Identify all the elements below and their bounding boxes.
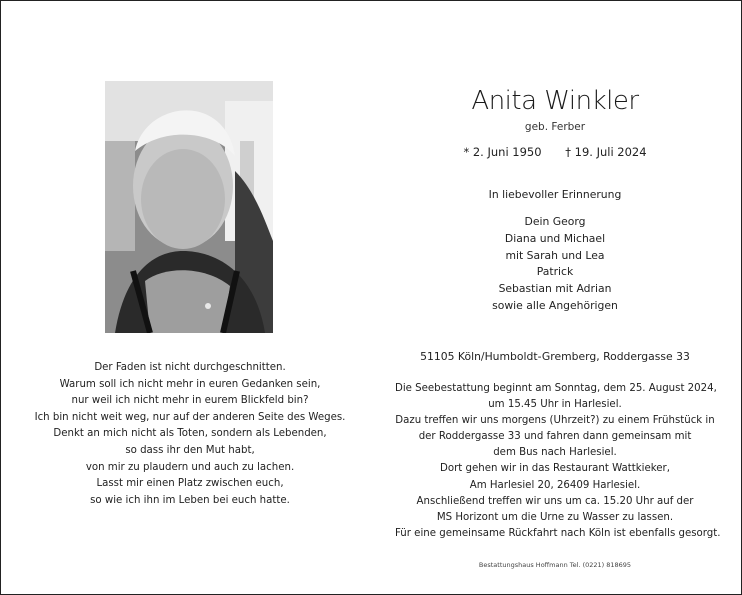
ceremony-info xyxy=(395,381,721,542)
info-line: MS Horizont um die Urne zu Wasser zu lassen. xyxy=(436,511,674,523)
poem-line: so wie ich ihn im Leben bei euch hatte. xyxy=(90,494,290,506)
info-line: Dazu treffen wir uns morgens (Uhrzeit?) zu einem Frühstück in xyxy=(395,415,715,427)
family-member: Diana und Michael xyxy=(504,231,606,245)
info-line: der Roddergasse 33 und fahren dann gemeinsam mit xyxy=(418,431,692,443)
poem xyxy=(20,360,360,509)
family-member: Patrick xyxy=(536,265,574,279)
portrait-photo xyxy=(105,81,273,333)
funeral-home-footer: Bestattungshaus Hoffmann Tel. (0221) 818695 xyxy=(478,561,632,569)
family-member: sowie alle Angehörigen xyxy=(492,298,618,312)
death-date: † 19. Juli 2024 xyxy=(565,145,647,159)
birth-name: geb. Ferber xyxy=(524,121,586,133)
info-line: Für eine gemeinsame Rückfahrt nach Köln ist ebenfalls gesorgt. xyxy=(395,527,721,539)
info-line: Am Harlesiel 20, 26409 Harlesiel. xyxy=(469,479,641,491)
info-line: dem Bus nach Harlesiel. xyxy=(493,447,617,459)
poem-line: Der Faden ist nicht durchgeschnitten. xyxy=(94,362,286,373)
life-dates xyxy=(420,145,690,159)
birth-date: * 2. Juni 1950 xyxy=(463,145,542,159)
poem-line: Denkt an mich nicht als Toten, sondern als Lebenden, xyxy=(53,428,327,440)
info-line: Anschließend treffen wir uns um ca. 15.20 Uhr auf der xyxy=(416,495,694,507)
family-list xyxy=(420,214,690,315)
poem-line: so dass ihr den Mut habt, xyxy=(125,444,255,456)
poem-line: Lasst mir einen Platz zwischen euch, xyxy=(96,478,284,490)
family-address: 51105 Köln/Humboldt-Gremberg, Roddergasse 33 xyxy=(420,350,690,363)
family-member: Dein Georg xyxy=(524,215,586,228)
poem-line: Warum soll ich nicht mehr in euren Gedanken sein, xyxy=(59,378,321,390)
info-line: um 15.45 Uhr in Harlesiel. xyxy=(488,399,622,411)
deceased-name: Anita Winkler xyxy=(471,86,639,116)
poem-line: Ich bin nicht weit weg, nur auf der anderen Seite des Weges. xyxy=(34,411,346,423)
info-line: Dort gehen wir in das Restaurant Wattkieker, xyxy=(440,463,670,475)
poem-line: nur weil ich nicht mehr in eurem Blickfeld bin? xyxy=(71,395,309,407)
memory-line: In liebevoller Erinnerung xyxy=(488,188,622,201)
poem-line: von mir zu plaudern und auch zu lachen. xyxy=(85,461,295,473)
info-line: Die Seebestattung beginnt am Sonntag, dem 25. August 2024, xyxy=(395,383,717,394)
family-member: mit Sarah und Lea xyxy=(505,248,605,262)
family-member: Sebastian mit Adrian xyxy=(498,282,612,296)
